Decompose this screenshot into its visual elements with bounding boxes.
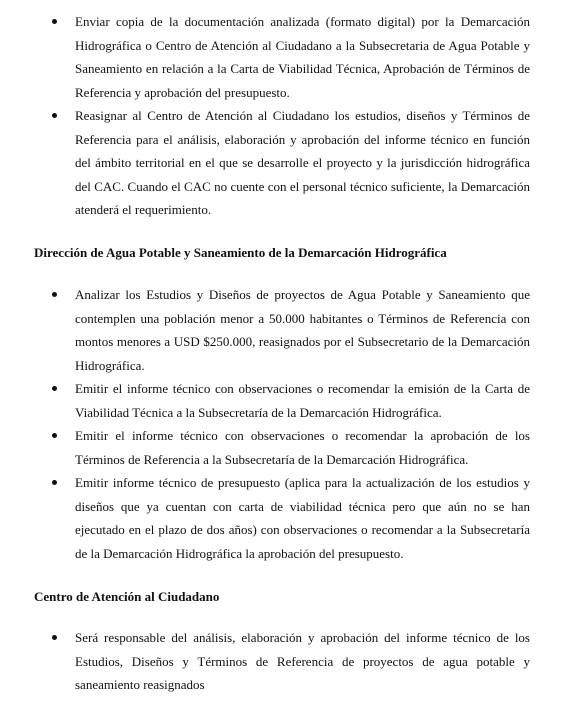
- bullet-icon: [52, 480, 57, 485]
- bullet-icon: [52, 113, 57, 118]
- list-item: [0, 626, 568, 697]
- bullet-icon: [52, 19, 57, 24]
- list-item: [0, 283, 568, 377]
- section-heading-direccion: Dirección de Agua Potable y Saneamiento de la Demarcación Hidrográfica: [34, 245, 447, 260]
- list-item-text: Analizar los Estudios y Diseños de proyectos de Agua Potable y Saneamiento que contemplen una población menor a 50.000 habitantes o Términos de Referencia con montos menores a USD $250.000, reasignados por el Subsecretario de la Demarcación Hidrográfica.: [75, 287, 530, 373]
- bullet-list-2: [0, 283, 568, 565]
- list-item: [0, 377, 568, 424]
- bullet-icon: [52, 433, 57, 438]
- bullet-list-3: [0, 626, 568, 697]
- list-item-text: Enviar copia de la documentación analizada (formato digital) por la Demarcación Hidrográfica o Centro de Atención al Ciudadano a la Subsecretaria de Agua Potable y Saneamiento en relación a la Carta de Viabilidad Técnica, Aprobación de Términos de Referencia y aprobación del presupuesto.: [75, 14, 530, 100]
- bullet-icon: [52, 292, 57, 297]
- list-item-text: Emitir el informe técnico con observaciones o recomendar la aprobación de los Términos de Referencia a la Subsecretaría de la Demarcación Hidrográfica.: [75, 428, 530, 467]
- list-item-text: Reasignar al Centro de Atención al Ciudadano los estudios, diseños y Términos de Referencia para el análisis, elaboración y aprobación del informe técnico en función del ámbito territorial en el que se desarrolle el proyecto y la jurisdicción hidrográfica del CAC. Cuando el CAC no cuente con el personal técnico suficiente, la Demarcación atenderá el requerimiento.: [75, 108, 530, 217]
- bullet-list-1: [0, 10, 568, 222]
- list-item-text: Emitir informe técnico de presupuesto (aplica para la actualización de los estudios y diseños que ya cuentan con carta de viabilidad técnica pero que aún no se han ejecutado en el plazo de dos años) con observaciones o recomendar a la Subsecretaría de la Demarcación Hidrográfica la aprobación del presupuesto.: [75, 475, 530, 561]
- section-heading-centro: Centro de Atención al Ciudadano: [34, 589, 220, 604]
- list-item-text: Emitir el informe técnico con observaciones o recomendar la emisión de la Carta de Viabilidad Técnica a la Subsecretaría de la Demarcación Hidrográfica.: [75, 381, 530, 420]
- list-item: [0, 471, 568, 565]
- list-item-text: Será responsable del análisis, elaboración y aprobación del informe técnico de los Estudios, Diseños y Términos de Referencia de proyectos de agua potable y saneamiento reasignados: [75, 630, 530, 692]
- list-item: [0, 10, 568, 104]
- list-item: [0, 424, 568, 471]
- list-item: [0, 104, 568, 222]
- bullet-icon: [52, 635, 57, 640]
- bullet-icon: [52, 386, 57, 391]
